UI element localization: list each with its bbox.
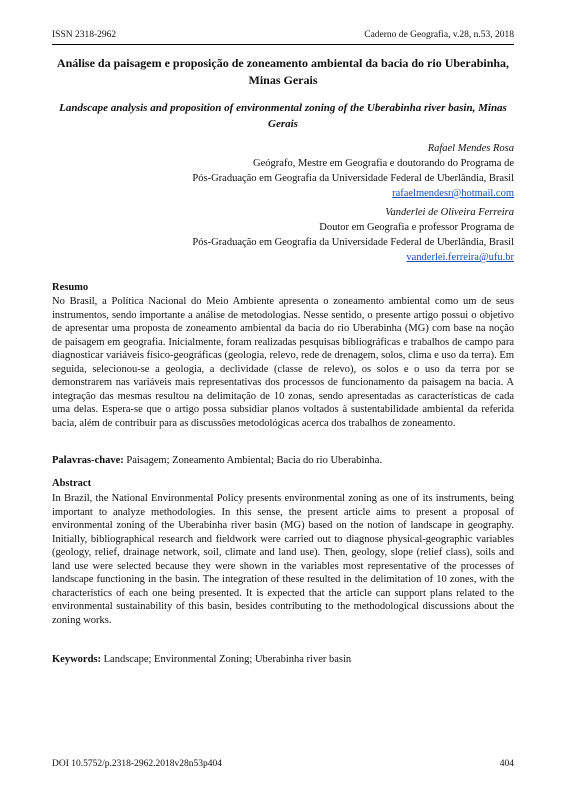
palavras-chave-label: Palavras-chave: [52, 455, 124, 466]
running-header [52, 28, 514, 45]
author-email-link[interactable]: vanderlei.ferreira@ufu.br [406, 252, 514, 263]
palavras-chave-text: Paisagem; Zoneamento Ambiental; Bacia do rio Uberabinha. [126, 455, 383, 466]
resumo-heading: Resumo [52, 282, 89, 293]
resumo-text: No Brasil, a Política Nacional do Meio Ambiente apresenta o zoneamento ambiental como um de seus instrumentos, sendo importante a análise de metodologias. Nesse sentido, o presente artigo possui o objetivo de apresentar uma proposta de zoneamento ambiental da bacia do rio Uberabinha (MG) com base na noção de paisagem em geografia. Inicialmente, foram realizadas pesquisas bibliográficas e trabalhos de campo para diagnosticar variáveis físico-geográficas (geologia, relevo, rede de drenagem, solos, clima e uso da terra). Em seguida, selecionou-se a geologia, a declividade (classe de relevo), os solos e o uso da terra por se demonstrarem nas variáveis mais representativas dos processos de funcionamento da paisagem na bacia. A integração das mesmas resultou na delimitação de 10 zonas, sendo apresentadas as características de cada uma delas. Espera-se que o artigo possa subsidiar planos voltados à sustentabilidade ambiental da referida bacia, além de contribuir para as discussões metodológicas acerca dos trabalhos de zoneamento. [52, 296, 514, 429]
author-affiliation: Pós-Graduação em Geografia da Universidade Federal de Uberlândia, Brasil [192, 237, 514, 248]
keywords [52, 654, 514, 665]
page-number: 404 [499, 759, 514, 769]
author-name: Vanderlei de Oliveira Ferreira [385, 207, 514, 218]
author-block-2 [192, 205, 514, 265]
abstract-text: In Brazil, the National Environmental Policy presents environmental zoning as one of its instruments, being important to analyze methodologies. In this sense, the present article aims to present a proposal of environmental zoning of the Uberabinha river basin (MG) based on the notion of landscape in geography. Initially, bibliographical research and fieldwork were carried out to diagnose physical-geographic variables (geology, relief, drainage network, soil, climate and land use). Then, geology, slope (relief class), soils and land use were selected because they were shown in the variables most representative of the processes of landscape functioning in the basin. The integration of these resulted in the delimitation of 10 zones, with the characteristics of each one being presented. It is expected that the article can support plans related to the environmental sustainability of this basin, besides contributing to the methodological discussions about the zoning works. [52, 493, 514, 626]
author-affiliation: Pós-Graduação em Geografia da Universidade Federal de Uberlândia, Brasil [192, 173, 514, 184]
palavras-chave [52, 455, 514, 466]
author-email-link[interactable]: rafaelmendesr@hotmail.com [392, 188, 514, 199]
keywords-text: Landscape; Environmental Zoning; Uberabinha river basin [103, 654, 352, 665]
journal-citation: Caderno de Geografia, v.28, n.53, 2018 [364, 30, 514, 40]
author-affiliation: Geógrafo, Mestre em Geografia e doutorando do Programa de [253, 158, 514, 169]
author-block-1 [192, 141, 514, 201]
keywords-label: Keywords: [52, 654, 101, 665]
issn: ISSN 2318-2962 [52, 30, 117, 40]
author-affiliation: Doutor em Geografia e professor Programa de [319, 222, 514, 233]
doi: DOI 10.5752/p.2318-2962.2018v28n53p404 [52, 759, 222, 769]
author-name: Rafael Mendes Rosa [427, 143, 514, 154]
paper-subtitle-english: Landscape analysis and proposition of environmental zoning of the Uberabinha river basin, Minas Gerais [59, 102, 507, 130]
paper-title: Análise da paisagem e proposição de zoneamento ambiental da bacia do rio Uberabinha, Minas Gerais [56, 56, 510, 87]
abstract-heading: Abstract [52, 478, 92, 489]
